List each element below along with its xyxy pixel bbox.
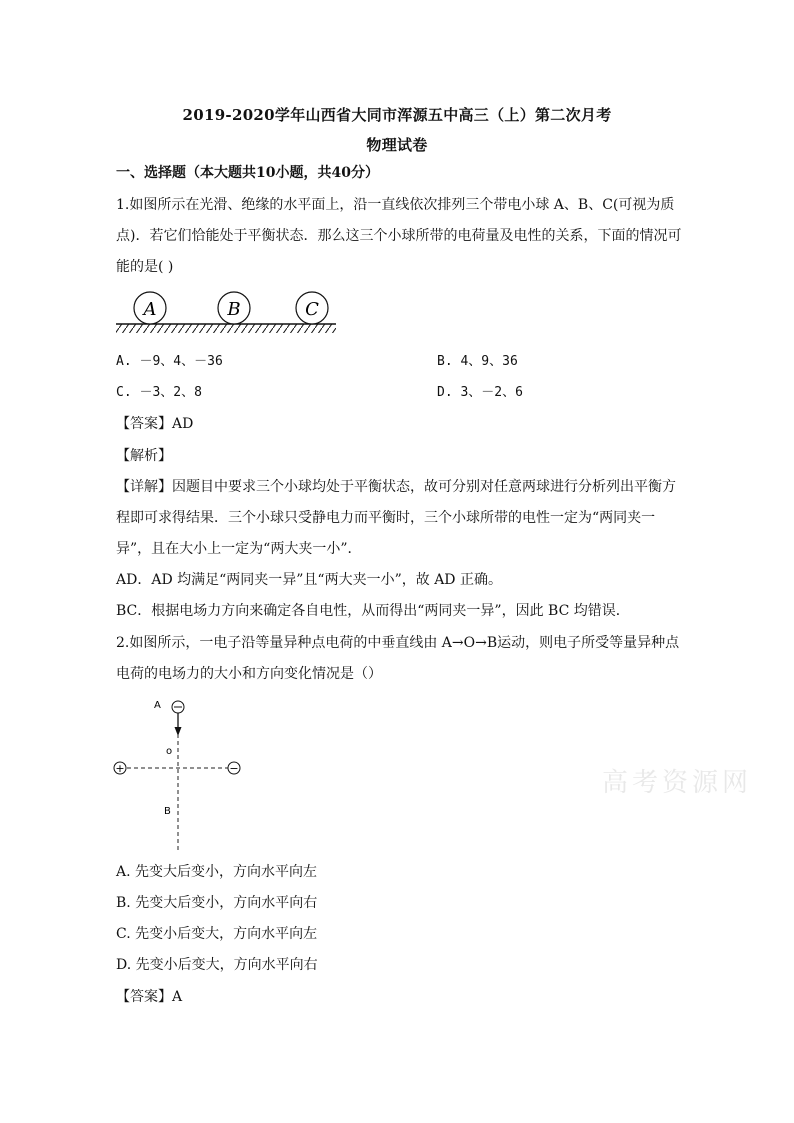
ball-a-label: A	[143, 299, 157, 320]
ball-c-label: C	[305, 299, 319, 320]
watermark: 高考资源网	[602, 768, 753, 798]
q1-answer: 【答案】AD	[116, 416, 194, 432]
q1-figure-charged-balls	[112, 288, 342, 336]
q1-option-a: A. －9、4、－36	[116, 354, 223, 369]
q2-option-b: B. 先变大后变小，方向水平向右	[116, 895, 318, 911]
q2-answer: 【答案】A	[116, 989, 183, 1005]
q1-text-line-1: 1.如图所示在光滑、绝缘的水平面上，沿一直线依次排列三个带电小球 A、B、C(可视为质	[116, 197, 675, 213]
q1-detail-line-5: BC．根据电场力方向来确定各自电性，从而得出“两同夹一异”，因此 BC 均错误．	[116, 603, 630, 619]
section-heading: 一、选择题（本大题共10小题，共40分）	[116, 165, 379, 181]
ball-a	[134, 292, 166, 324]
q1-option-b: B. 4、9、36	[437, 354, 518, 369]
label-b: B	[164, 806, 171, 817]
ball-b-label: B	[227, 299, 241, 320]
positive-sign: +	[115, 762, 125, 775]
q2-text-line-2: 电荷的电场力的大小和方向变化情况是（）	[116, 666, 382, 682]
negative-sign: −	[229, 762, 239, 775]
exam-title: 2019-2020学年山西省大同市浑源五中高三（上）第二次月考	[182, 106, 612, 124]
q1-text-line-2: 点)．若它们恰能处于平衡状态．那么这三个小球所带的电荷量及电性的关系，下面的情况可	[116, 228, 682, 244]
q2-option-a: A. 先变大后变小，方向水平向左	[116, 864, 318, 880]
q1-detail-line-3: 异”，且在大小上一定为“两大夹一小”．	[116, 541, 362, 557]
arrow-head-icon	[175, 727, 182, 736]
q2-option-c: C. 先变小后变大，方向水平向左	[116, 926, 318, 942]
negative-charge	[228, 762, 240, 775]
electron-at-a	[172, 701, 184, 713]
q1-text-line-3: 能的是( )	[116, 259, 174, 275]
q1-detail-line-1: 【详解】因题目中要求三个小球均处于平衡状态，故可分别对任意两球进行分析列出平衡方	[116, 479, 676, 495]
exam-subtitle: 物理试卷	[366, 136, 428, 154]
q1-detail-line-4: AD．AD 均满足“两同夹一异”且“两大夹一小”，故 AD 正确。	[116, 572, 502, 588]
q1-option-d: D. 3、－2、6	[437, 385, 523, 400]
q1-analysis-label: 【解析】	[116, 448, 172, 464]
q1-option-c: C. －3、2、8	[116, 385, 202, 400]
q2-option-d: D. 先变小后变大，方向水平向右	[116, 957, 318, 973]
positive-charge	[114, 762, 126, 775]
label-a: A	[154, 700, 161, 711]
q2-figure-dipole	[108, 694, 248, 854]
label-o: o	[166, 746, 173, 757]
q1-detail-line-2: 程即可求得结果．三个小球只受静电力而平衡时，三个小球所带的电性一定为“两同夹一	[116, 510, 656, 526]
ball-b	[218, 292, 250, 324]
ball-c	[296, 292, 328, 324]
q2-text-line-1: 2.如图所示，一电子沿等量异种点电荷的中垂直线由 A→O→B运动，则电子所受等量异种点	[116, 635, 680, 651]
